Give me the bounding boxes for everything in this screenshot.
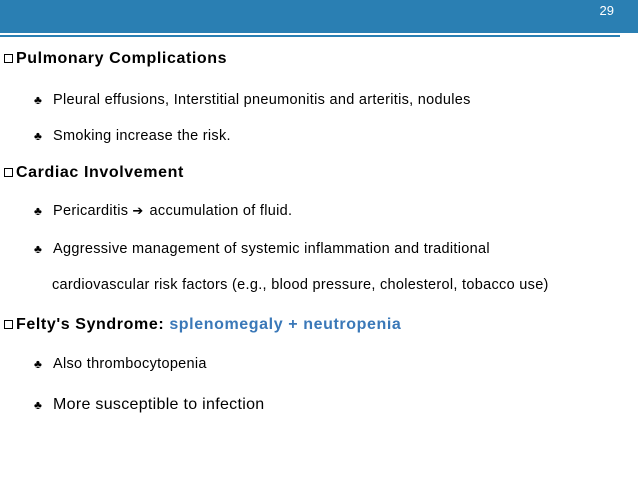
bullet-aggressive [34, 241, 490, 257]
bullet-cardiac [4, 164, 184, 182]
bullet-text-b: accumulation of fluid. [149, 203, 293, 219]
bullet-susceptible [34, 396, 264, 414]
heading-text: Cardiac Involvement [16, 164, 184, 181]
club-bullet-icon: ♣ [34, 242, 43, 256]
club-bullet-icon: ♣ [34, 357, 43, 371]
checkbox-bullet-icon [4, 320, 13, 329]
bullet-text: Aggressive management of systemic inflammation and traditional [53, 241, 490, 257]
bullet-thrombocytopenia [34, 356, 207, 372]
checkbox-bullet-icon [4, 168, 13, 177]
page-number: 29 [599, 3, 614, 18]
bullet-aggressive-continuation [52, 277, 549, 293]
club-bullet-icon: ♣ [34, 204, 43, 218]
bullet-text: Also thrombocytopenia [53, 356, 207, 372]
bullet-text: More susceptible to infection [53, 396, 265, 413]
highlight-text: splenomegaly + neutropenia [169, 316, 402, 333]
bullet-text: cardiovascular risk factors (e.g., blood pressure, cholesterol, tobacco use) [52, 277, 549, 293]
bullet-pleural [34, 92, 471, 108]
header-divider [0, 35, 620, 37]
bullet-text: Smoking increase the risk. [53, 128, 231, 144]
bullet-pericarditis [34, 203, 292, 219]
bullet-text-a: Pericarditis [53, 203, 129, 219]
right-arrow-icon: ➔ [132, 203, 144, 218]
bullet-smoking [34, 128, 231, 144]
heading-text: Pulmonary Complications [16, 50, 228, 67]
bullet-felty [4, 316, 401, 334]
checkbox-bullet-icon [4, 54, 13, 63]
heading-text: Felty's Syndrome: [16, 316, 165, 333]
club-bullet-icon: ♣ [34, 398, 43, 412]
bullet-text: Pleural effusions, Interstitial pneumonitis and arteritis, nodules [53, 92, 471, 108]
club-bullet-icon: ♣ [34, 129, 43, 143]
bullet-pulmonary [4, 50, 227, 68]
club-bullet-icon: ♣ [34, 93, 43, 107]
header-bar [0, 0, 638, 33]
